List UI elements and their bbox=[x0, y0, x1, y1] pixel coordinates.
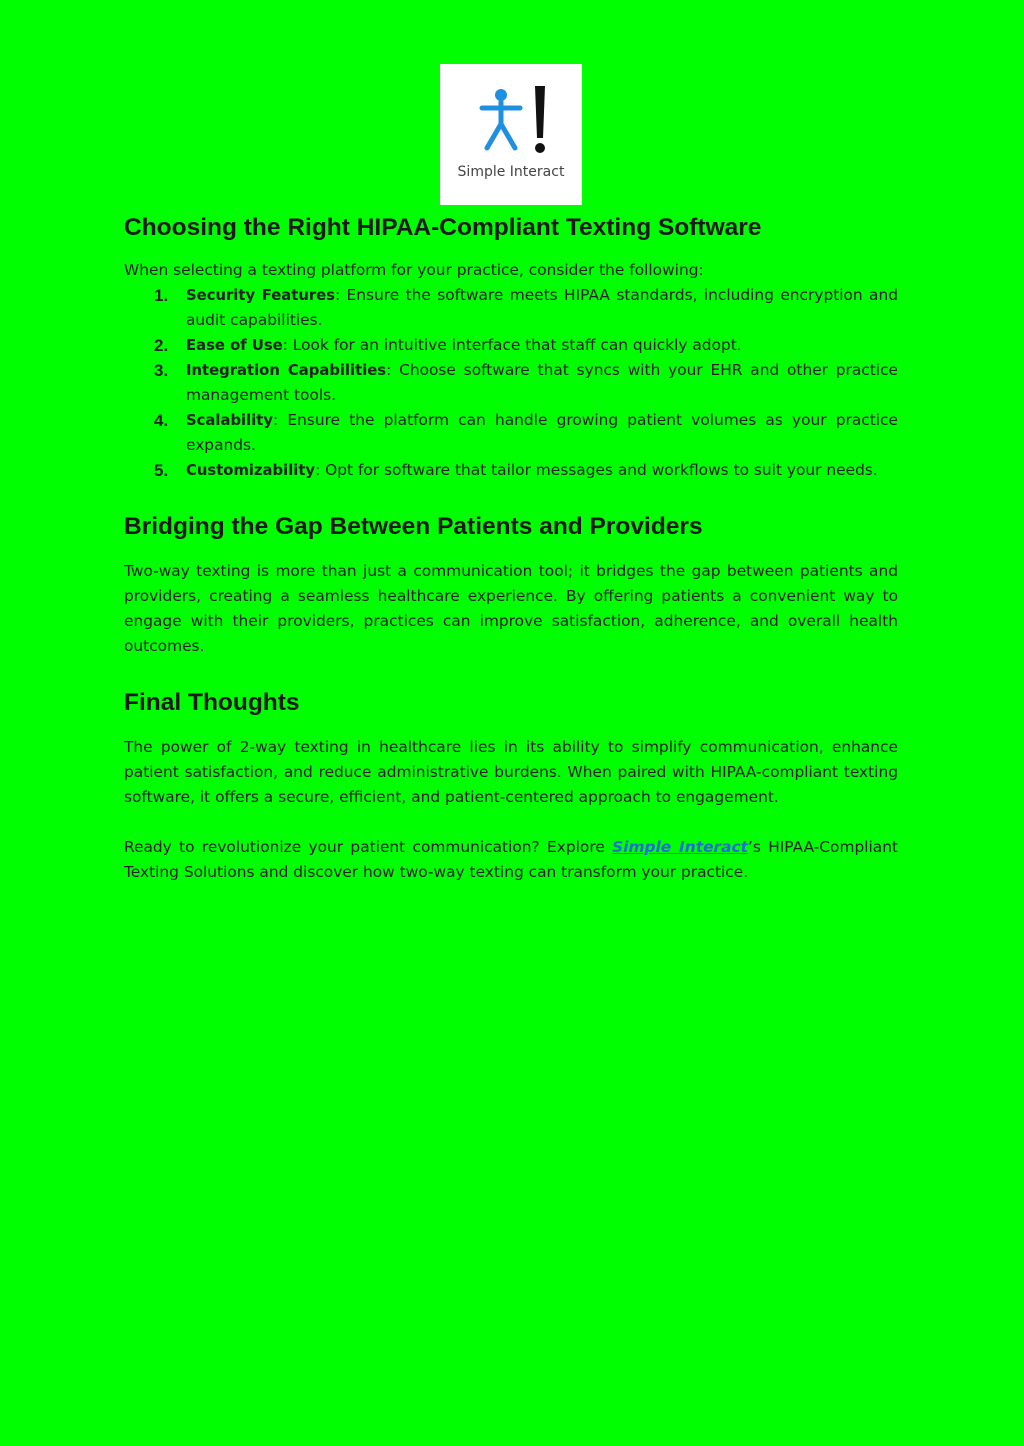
list-item bbox=[124, 408, 898, 458]
list-term: Scalability bbox=[186, 412, 273, 429]
list-item bbox=[124, 358, 898, 408]
article bbox=[124, 210, 898, 885]
list-text: : Choose software that syncs with your EHR and other practice management tools. bbox=[186, 361, 898, 404]
brand-name: Simple Interact bbox=[457, 164, 565, 180]
cta-before: Ready to revolutionize your patient communication? Explore bbox=[124, 838, 613, 856]
criteria-list bbox=[124, 283, 898, 483]
heading-bridging: Bridging the Gap Between Patients and Providers bbox=[124, 513, 703, 540]
choosing-intro: When selecting a texting platform for your practice, consider the following: bbox=[124, 261, 704, 279]
list-number: 1. bbox=[154, 286, 169, 305]
bridging-body: Two-way texting is more than just a communication tool; it bridges the gap between patients and providers, creating a seamless healthcare experience. By offering patients a convenient way to engage with their providers, practices can improve satisfaction, adherence, and overall health outcomes. bbox=[124, 562, 898, 655]
heading-final: Final Thoughts bbox=[124, 689, 300, 716]
cta-after: ’s HIPAA-Compliant Texting Solutions and discover how two-way texting can transform your practice. bbox=[124, 838, 899, 881]
simple-interact-link[interactable]: Simple Interact bbox=[612, 838, 748, 856]
list-text: : Ensure the software meets HIPAA standards, including encryption and audit capabilities. bbox=[186, 286, 899, 329]
final-body: The power of 2-way texting in healthcare lies in its ability to simplify communication, enhance patient satisfaction, and reduce administrative burdens. When paired with HIPAA-compliant texting software, it offers a secure, efficient, and patient-centered approach to engagement. bbox=[124, 738, 898, 806]
logo bbox=[440, 64, 582, 205]
stick-figure-exclamation-icon bbox=[440, 64, 582, 205]
list-number: 2. bbox=[154, 336, 169, 355]
cta-paragraph bbox=[124, 835, 898, 885]
list-item bbox=[124, 283, 898, 333]
list-term: Ease of Use bbox=[186, 337, 283, 354]
list-text: : Opt for software that tailor messages and workflows to suit your needs. bbox=[315, 461, 878, 479]
list-text: : Look for an intuitive interface that staff can quickly adopt. bbox=[282, 336, 742, 354]
list-number: 5. bbox=[154, 461, 169, 480]
list-number: 3. bbox=[154, 361, 169, 380]
list-term: Security Features bbox=[186, 287, 335, 304]
list-text: : Ensure the platform can handle growing patient volumes as your practice expands. bbox=[186, 411, 898, 454]
list-term: Customizability bbox=[186, 462, 316, 479]
list-item bbox=[124, 333, 898, 358]
list-number: 4. bbox=[154, 411, 169, 430]
heading-choosing: Choosing the Right HIPAA-Compliant Texting Software bbox=[124, 214, 762, 241]
list-term: Integration Capabilities bbox=[186, 362, 387, 379]
list-item bbox=[124, 458, 898, 483]
